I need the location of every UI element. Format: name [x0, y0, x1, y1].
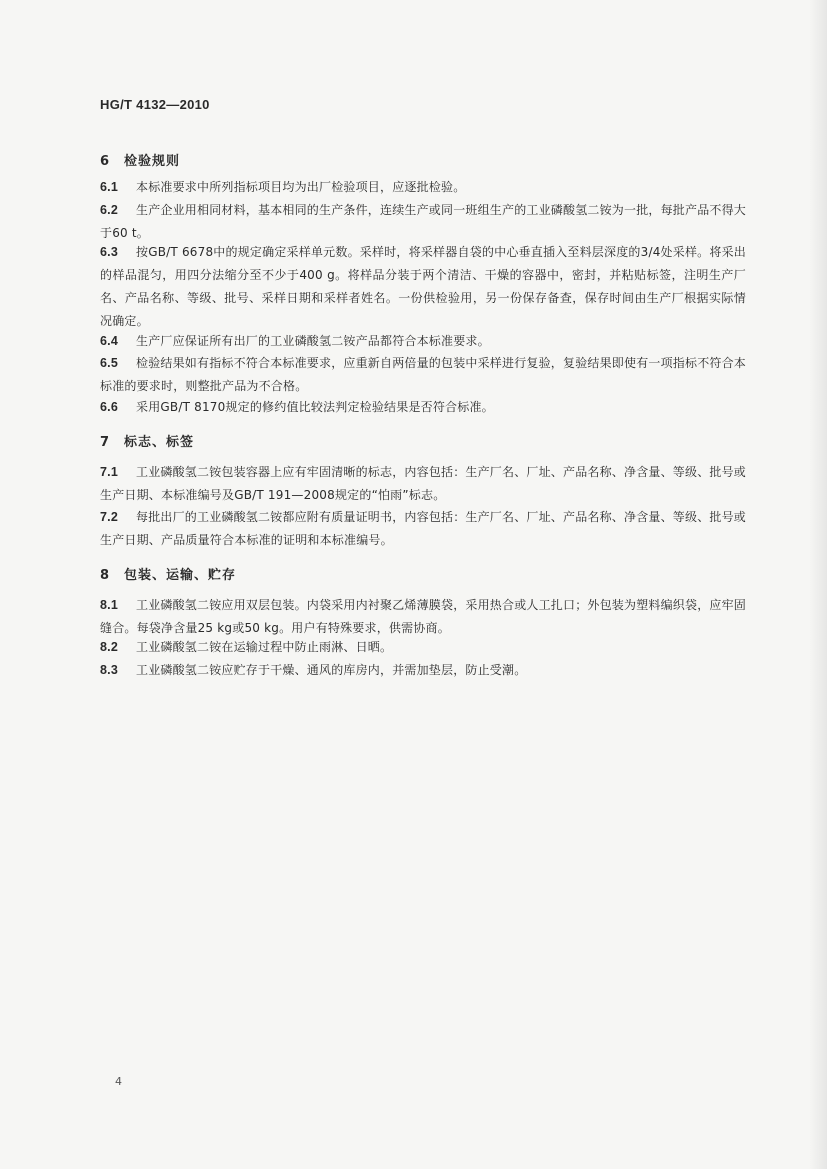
scan-edge-shadow	[809, 0, 827, 1169]
section-title: 标志、标签	[124, 435, 195, 450]
section-8-heading	[100, 564, 236, 583]
clause-text: 生产厂应保证所有出厂的工业磷酸氢二铵产品都符合本标准要求。	[136, 334, 490, 348]
clause-6-6	[100, 396, 746, 419]
section-number: 7	[100, 435, 111, 450]
clause-text: 工业磷酸氢二铵应用双层包装。内袋采用内衬聚乙烯薄膜袋，采用热合或人工扎口；外包装为塑料编织袋，应牢固缝合。每袋净含量25 kg或50 kg。用户有特殊要求，供需协商。	[100, 598, 747, 635]
clause-6-1	[100, 176, 746, 199]
clause-6-5	[100, 352, 746, 398]
clause-6-2	[100, 199, 746, 245]
clause-number: 6.6	[100, 400, 118, 414]
clause-number: 6.3	[100, 245, 118, 259]
clause-number: 6.2	[100, 203, 118, 217]
standard-code: HG/T 4132—2010	[100, 97, 210, 112]
section-7-heading	[100, 431, 194, 450]
clause-text: 按GB/T 6678中的规定确定采样单元数。采样时，将采样器自袋的中心垂直插入至料层深度的3/4处采样。将采出的样品混匀，用四分法缩分至不少于400 g。将样品分装于两个清洁、干燥的容器中，密封，并粘贴标签，注明生产厂名、产品名称、等级、批号、采样日期和采样者姓名。一份供检验用，另一份保存备查，保存时间由生产厂根据实际情况确定。	[100, 245, 746, 328]
section-number: 6	[100, 154, 111, 169]
clause-text: 工业磷酸氢二铵包装容器上应有牢固清晰的标志，内容包括：生产厂名、厂址、产品名称、净含量、等级、批号或生产日期、本标准编号及GB/T 191—2008规定的“怕雨”标志。	[100, 465, 747, 502]
clause-text: 本标准要求中所列指标项目均为出厂检验项目，应逐批检验。	[136, 180, 466, 194]
clause-number: 6.5	[100, 356, 118, 370]
section-title: 包装、运输、贮存	[124, 568, 237, 583]
page-number: 4	[115, 1075, 122, 1088]
clause-6-4	[100, 330, 746, 353]
clause-8-1	[100, 594, 746, 640]
clause-text: 采用GB/T 8170规定的修约值比较法判定检验结果是否符合标准。	[136, 400, 494, 414]
section-6-heading	[100, 150, 180, 169]
clause-text: 生产企业用相同材料，基本相同的生产条件，连续生产或同一班组生产的工业磷酸氢二铵为一批，每批产品不得大于60 t。	[100, 203, 747, 240]
clause-7-2	[100, 506, 746, 552]
clause-text: 检验结果如有指标不符合本标准要求，应重新自两倍量的包装中采样进行复验，复验结果即使有一项指标不符合本标准的要求时，则整批产品为不合格。	[100, 356, 747, 393]
clause-text: 每批出厂的工业磷酸氢二铵都应附有质量证明书，内容包括：生产厂名、厂址、产品名称、净含量、等级、批号或生产日期、产品质量符合本标准的证明和本标准编号。	[100, 510, 747, 547]
clause-8-2	[100, 636, 746, 659]
clause-8-3	[100, 659, 746, 682]
clause-number: 6.4	[100, 334, 118, 348]
clause-6-3	[100, 241, 746, 333]
clause-number: 8.1	[100, 598, 118, 612]
section-number: 8	[100, 568, 111, 583]
clause-number: 7.1	[100, 465, 118, 479]
clause-number: 8.2	[100, 640, 118, 654]
clause-text: 工业磷酸氢二铵应贮存于干燥、通风的库房内，并需加垫层，防止受潮。	[136, 663, 527, 677]
clause-number: 7.2	[100, 510, 118, 524]
clause-number: 6.1	[100, 180, 118, 194]
clause-number: 8.3	[100, 663, 118, 677]
clause-7-1	[100, 461, 746, 507]
section-title: 检验规则	[124, 154, 181, 169]
clause-text: 工业磷酸氢二铵在运输过程中防止雨淋、日晒。	[136, 640, 393, 654]
